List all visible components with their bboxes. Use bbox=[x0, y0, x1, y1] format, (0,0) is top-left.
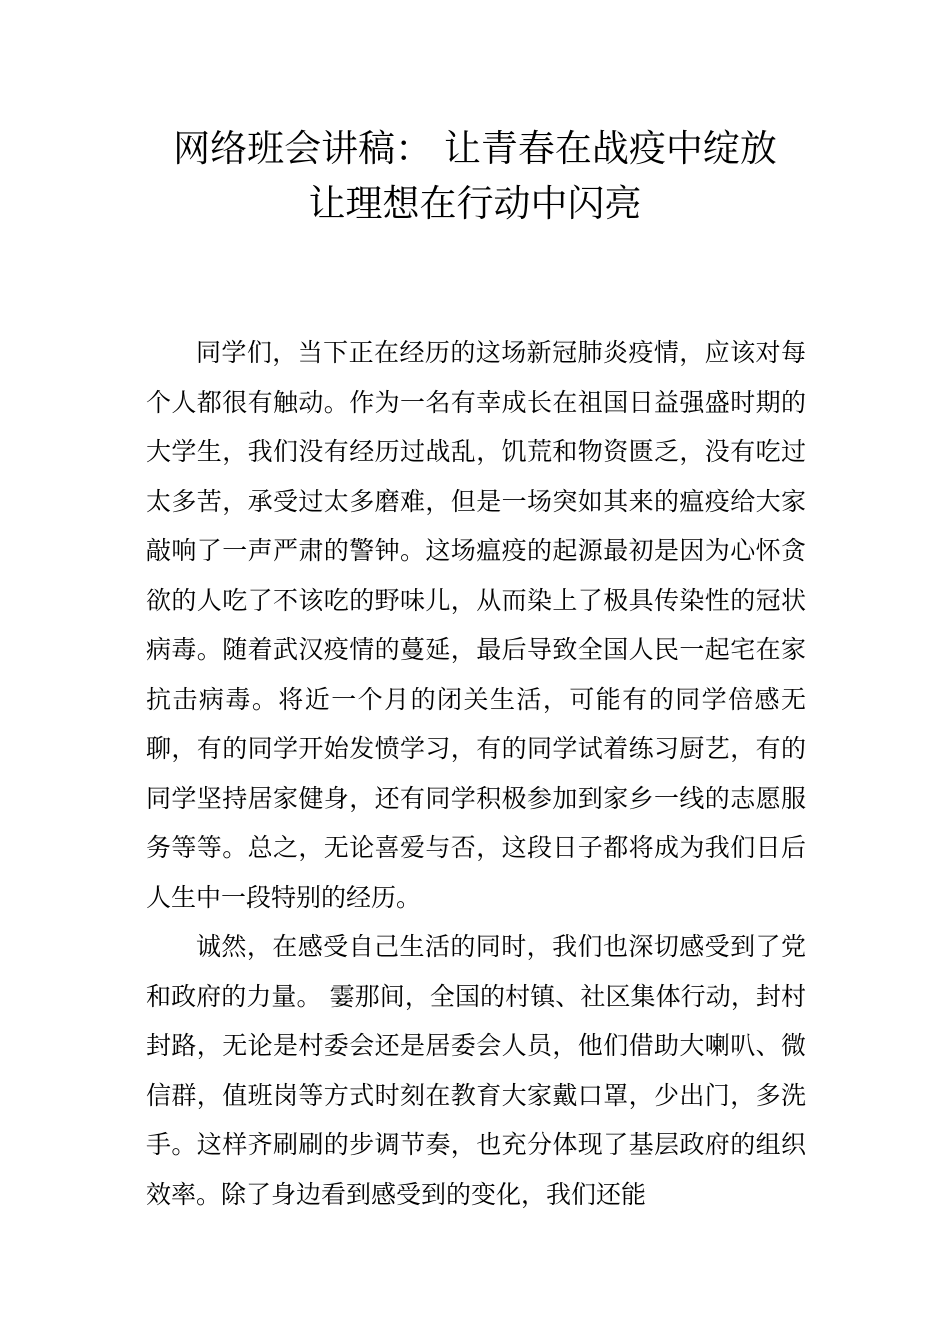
document-title-line-2: 让理想在行动中闪亮 bbox=[308, 182, 642, 225]
paragraph-2: 诚然，在感受自己生活的同时，我们也深切感受到了党和政府的力量。 霎那间，全国的村镇、社区集体行动，封村封路，无论是村委会还是居委会人员，他们借助大喇叭、微信群，值班岗等方式时刻在教育大家戴口罩，少出门，多洗手。这样齐刷刷的步调节奏，也充分体现了基层政府的组织效率。除了身边看到感受到的变化，我们还能 bbox=[146, 932, 806, 1209]
document-body bbox=[146, 328, 806, 1219]
document-title-line-1: 网络班会讲稿： 让青春在战疫中绽放 bbox=[173, 127, 777, 170]
paragraph-1: 同学们，当下正在经历的这场新冠肺炎疫情，应该对每个人都很有触动。作为一名有幸成长在祖国日益强盛时期的大学生，我们没有经历过战乱，饥荒和物资匮乏，没有吃过太多苦，承受过太多磨难，但是一场突如其来的瘟疫给大家敲响了一声严肃的警钟。这场瘟疫的起源最初是因为心怀贪欲的人吃了不该吃的野味儿，从而染上了极具传染性的冠状病毒。随着武汉疫情的蔓延，最后导致全国人民一起宅在家抗击病毒。将近一个月的闭关生活，可能有的同学倍感无聊，有的同学开始发愤学习，有的同学试着练习厨艺，有的同学坚持居家健身，还有同学积极参加到家乡一线的志愿服务等等。总之，无论喜爱与否，这段日子都将成为我们日后人生中一段特别的经历。 bbox=[146, 338, 806, 912]
